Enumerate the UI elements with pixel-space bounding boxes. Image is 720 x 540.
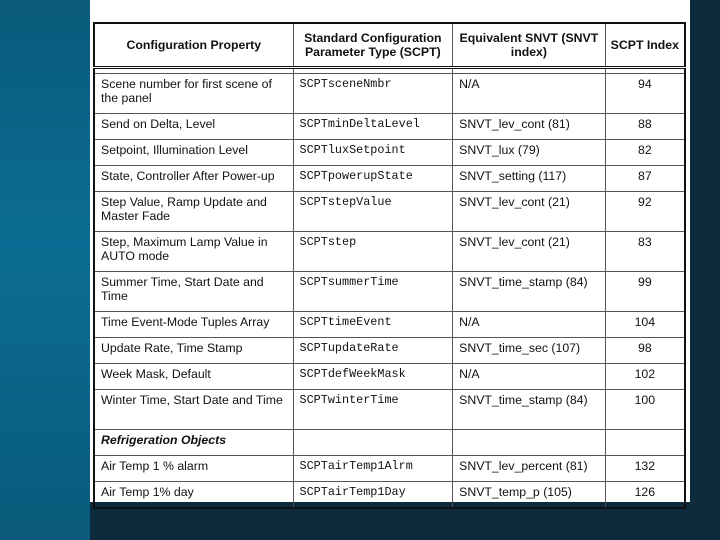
cell-scpt-index: 98 <box>605 338 685 364</box>
cell-scpt: SCPTupdateRate <box>293 338 453 364</box>
table-row <box>94 338 685 364</box>
cell-scpt: SCPTsceneNmbr <box>293 74 453 114</box>
document-page <box>90 0 690 502</box>
table-row <box>94 166 685 192</box>
table-row <box>94 140 685 166</box>
cell-configuration-property: Setpoint, Illumination Level <box>94 140 293 166</box>
table-row <box>94 390 685 430</box>
cell-scpt-index: 100 <box>605 390 685 430</box>
cell-scpt: SCPTstep <box>293 232 453 272</box>
cell-equivalent-snvt: SNVT_time_stamp (84) <box>453 390 606 430</box>
cell-equivalent-snvt: N/A <box>453 312 606 338</box>
section-row <box>94 430 685 456</box>
cell-configuration-property: Air Temp 1 % alarm <box>94 456 293 482</box>
cell-scpt-index: 92 <box>605 192 685 232</box>
header-configuration-property: Configuration Property <box>94 23 293 68</box>
cell-scpt: SCPTtimeEvent <box>293 312 453 338</box>
table-row <box>94 232 685 272</box>
cell-configuration-property: Week Mask, Default <box>94 364 293 390</box>
table-body <box>94 68 685 509</box>
table-row <box>94 114 685 140</box>
cell-scpt-index <box>605 430 685 456</box>
cell-scpt: SCPTsummerTime <box>293 272 453 312</box>
cell-configuration-property: Step, Maximum Lamp Value in AUTO mode <box>94 232 293 272</box>
cell-scpt-index: 104 <box>605 312 685 338</box>
cell-scpt-index: 126 <box>605 482 685 509</box>
cell-scpt-index: 88 <box>605 114 685 140</box>
cell-equivalent-snvt: N/A <box>453 74 606 114</box>
cell-configuration-property: Winter Time, Start Date and Time <box>94 390 293 430</box>
cell-scpt-index: 94 <box>605 74 685 114</box>
cell-scpt: SCPTairTemp1Alrm <box>293 456 453 482</box>
cell-configuration-property: Summer Time, Start Date and Time <box>94 272 293 312</box>
table-row <box>94 456 685 482</box>
cell-configuration-property: Scene number for first scene of the panel <box>94 74 293 114</box>
cell-equivalent-snvt: SNVT_lev_cont (81) <box>453 114 606 140</box>
header-equivalent-snvt: Equivalent SNVT (SNVT index) <box>453 23 606 68</box>
cell-scpt: SCPTwinterTime <box>293 390 453 430</box>
table-row <box>94 74 685 114</box>
header-scpt-index: SCPT Index <box>605 23 685 68</box>
cell-equivalent-snvt: SNVT_lev_percent (81) <box>453 456 606 482</box>
cell-scpt-index: 102 <box>605 364 685 390</box>
cell-equivalent-snvt: SNVT_setting (117) <box>453 166 606 192</box>
cell-equivalent-snvt: SNVT_lev_cont (21) <box>453 232 606 272</box>
cell-scpt: SCPTdefWeekMask <box>293 364 453 390</box>
table-row <box>94 312 685 338</box>
cell-scpt-index: 132 <box>605 456 685 482</box>
cell-equivalent-snvt: N/A <box>453 364 606 390</box>
cell-configuration-property: State, Controller After Power-up <box>94 166 293 192</box>
cell-scpt-index: 83 <box>605 232 685 272</box>
cell-scpt: SCPTluxSetpoint <box>293 140 453 166</box>
cell-configuration-property: Air Temp 1% day <box>94 482 293 509</box>
cell-configuration-property: Refrigeration Objects <box>94 430 293 456</box>
header-scpt: Standard Configuration Parameter Type (SCPT) <box>293 23 453 68</box>
scpt-table <box>93 22 686 509</box>
cell-scpt: SCPTairTemp1Day <box>293 482 453 509</box>
cell-scpt: SCPTstepValue <box>293 192 453 232</box>
cell-scpt: SCPTpowerupState <box>293 166 453 192</box>
cell-scpt-index: 87 <box>605 166 685 192</box>
cell-equivalent-snvt <box>453 430 606 456</box>
left-accent-strip <box>0 0 90 540</box>
table-row <box>94 272 685 312</box>
cell-scpt <box>293 430 453 456</box>
cell-scpt-index: 82 <box>605 140 685 166</box>
cell-equivalent-snvt: SNVT_time_sec (107) <box>453 338 606 364</box>
cell-configuration-property: Step Value, Ramp Update and Master Fade <box>94 192 293 232</box>
table-header-row <box>94 23 685 68</box>
cell-scpt-index: 99 <box>605 272 685 312</box>
cell-configuration-property: Time Event-Mode Tuples Array <box>94 312 293 338</box>
cell-equivalent-snvt: SNVT_lux (79) <box>453 140 606 166</box>
cell-scpt: SCPTminDeltaLevel <box>293 114 453 140</box>
table-row <box>94 482 685 509</box>
cell-equivalent-snvt: SNVT_temp_p (105) <box>453 482 606 509</box>
table-row <box>94 192 685 232</box>
table-row <box>94 364 685 390</box>
cell-configuration-property: Send on Delta, Level <box>94 114 293 140</box>
cell-equivalent-snvt: SNVT_time_stamp (84) <box>453 272 606 312</box>
cell-configuration-property: Update Rate, Time Stamp <box>94 338 293 364</box>
cell-equivalent-snvt: SNVT_lev_cont (21) <box>453 192 606 232</box>
